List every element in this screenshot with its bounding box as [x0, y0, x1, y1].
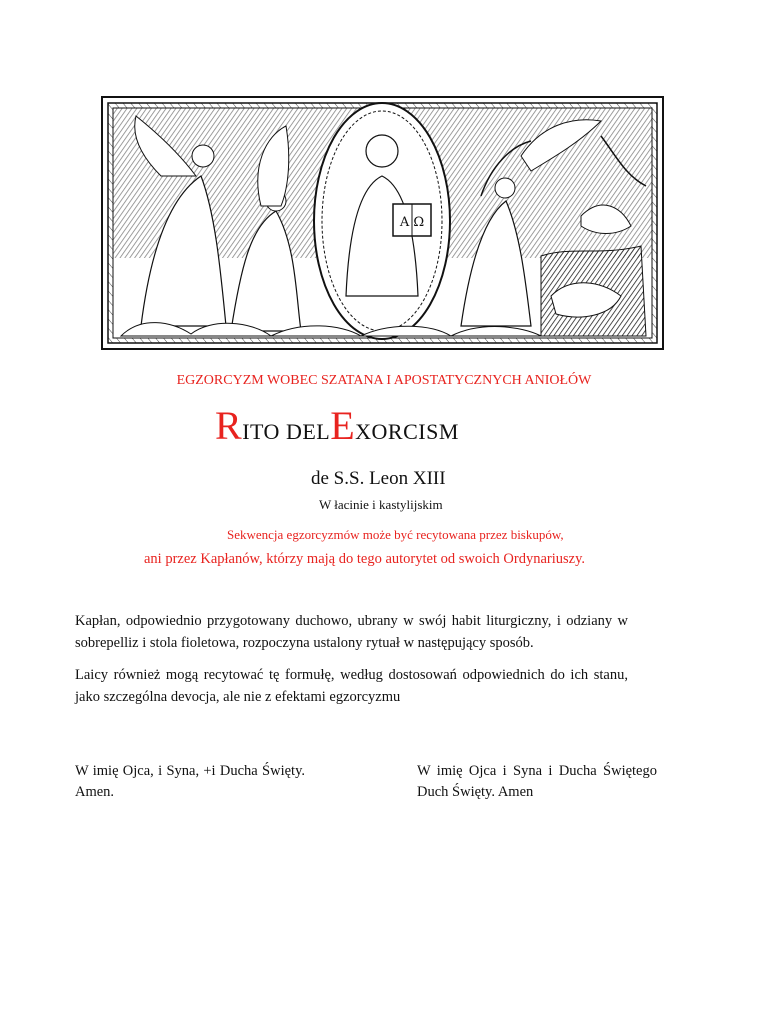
languages-line: W łacinie i kastylijskim [319, 497, 443, 512]
latin-column-text: W imię Ojca, i Syna, +i Ducha Święty. Amen. [75, 763, 305, 800]
document-title [215, 403, 459, 448]
author-line: de S.S. Leon XIII [311, 468, 446, 489]
title-initial-r: R [215, 403, 243, 448]
rubric-note-1: Sekwencja egzorcyzmów może być recytowana przez biskupów, [227, 527, 564, 542]
engraving-illustration [101, 96, 664, 350]
rubric-note-2: ani przez Kapłanów, którzy mają do tego autorytet od swoich Ordynariuszy. [144, 551, 586, 567]
document-subtitle: EGZORCYZM WOBEC SZATANA I APOSTATYCZNYCH ANIOŁÓW [176, 373, 592, 388]
book-alpha-omega: A Ω [399, 215, 425, 230]
paragraph-2: Laicy również mogą recytować tę formułę, według dostosowań odpowiednich do ich stanu, jako szczególna devocja, ale nie z efektami egzorcyzmu [75, 667, 628, 705]
title-initial-e: E [330, 403, 356, 448]
translation-column-text: W imię Ojca i Syna i Ducha Świętego Duch Święty. Amen [417, 763, 657, 800]
paragraph-1: Kapłan, odpowiednio przygotowany duchowo, ubrany w swój habit liturgiczny, i odziany w sobrepelliz i stola fioletowa, rozpoczyna ustalony rytuał w następujący sposób. [75, 613, 628, 651]
title-part-2: XORCISM [355, 419, 459, 444]
title-part-1: ITO DEL [242, 419, 331, 444]
